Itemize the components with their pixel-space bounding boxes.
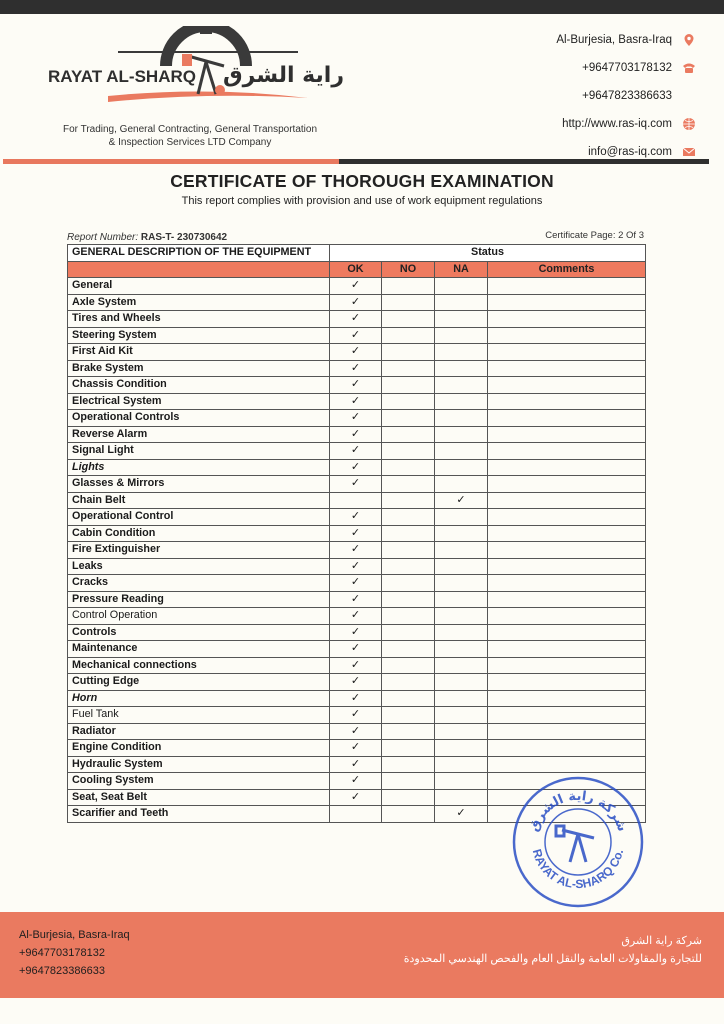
equipment-item-label: Chassis Condition (68, 377, 330, 394)
equipment-item-label: Signal Light (68, 443, 330, 460)
status-cell-na (435, 674, 488, 691)
equipment-item-label: Steering System (68, 327, 330, 344)
table-row (68, 509, 646, 526)
check-mark-icon: ✓ (350, 378, 361, 390)
column-comments: Comments (488, 261, 646, 278)
status-cell-ok (330, 723, 382, 740)
status-cell-ok (330, 740, 382, 757)
status-cell-ok (330, 360, 382, 377)
equipment-item-label: Horn (68, 690, 330, 707)
table-row (68, 410, 646, 427)
equipment-item-label: Operational Control (68, 509, 330, 526)
company-description-line1: For Trading, General Contracting, General Transportation (62, 124, 318, 135)
status-cell-no (382, 608, 435, 625)
check-mark-icon: ✓ (350, 658, 361, 671)
comments-cell (488, 360, 646, 377)
status-cell-na (435, 360, 488, 377)
contact-website-text: http://www.ras-iq.com (562, 118, 672, 130)
status-cell-na (435, 476, 488, 493)
equipment-item-label: First Aid Kit (68, 344, 330, 361)
logo-text-en: RAYAT AL-SHARQ (48, 67, 196, 86)
status-cell-ok (330, 525, 382, 542)
location-pin-icon (682, 33, 696, 47)
table-row (68, 608, 646, 625)
comments-cell (488, 509, 646, 526)
check-mark-icon: ✓ (350, 741, 361, 753)
check-mark-icon: ✓ (350, 576, 361, 588)
check-mark-icon: ✓ (350, 774, 361, 786)
equipment-item-label: Lights (68, 459, 330, 476)
table-row (68, 674, 646, 691)
contact-block (556, 26, 696, 166)
contact-phone-2-text: +9647823386633 (582, 90, 672, 102)
status-cell-na (435, 492, 488, 509)
company-description-line2: & Inspection Services LTD Company (108, 137, 272, 148)
comments-cell (488, 311, 646, 328)
equipment-item-label: Fuel Tank (68, 707, 330, 724)
check-mark-icon: ✓ (350, 790, 361, 803)
status-cell-ok (330, 789, 382, 806)
check-mark-icon: ✓ (350, 279, 361, 291)
table-row (68, 393, 646, 410)
equipment-item-label: Brake System (68, 360, 330, 377)
table-row (68, 426, 646, 443)
check-mark-icon: ✓ (350, 345, 361, 357)
equipment-item-label: Cooling System (68, 773, 330, 790)
status-cell-na (435, 344, 488, 361)
status-cell-no (382, 707, 435, 724)
equipment-item-label: Operational Controls (68, 410, 330, 427)
status-cell-ok (330, 756, 382, 773)
status-cell-no (382, 360, 435, 377)
envelope-icon (682, 145, 696, 159)
status-cell-na (435, 443, 488, 460)
status-cell-ok (330, 657, 382, 674)
check-mark-icon: ✓ (350, 361, 361, 374)
status-cell-no (382, 410, 435, 427)
comments-cell (488, 278, 646, 295)
status-cell-no (382, 426, 435, 443)
comments-cell (488, 723, 646, 740)
equipment-item-label: Reverse Alarm (68, 426, 330, 443)
table-row (68, 542, 646, 559)
status-cell-ok (330, 410, 382, 427)
header-divider-accent (3, 159, 339, 164)
check-mark-icon: ✓ (350, 460, 361, 473)
contact-phone-1 (556, 54, 696, 82)
check-mark-icon: ✓ (350, 724, 361, 737)
status-cell-no (382, 641, 435, 658)
status-cell-no (382, 558, 435, 575)
equipment-item-label: Tires and Wheels (68, 311, 330, 328)
comments-cell (488, 707, 646, 724)
equipment-item-label: Radiator (68, 723, 330, 740)
status-cell-no (382, 476, 435, 493)
status-cell-na (435, 525, 488, 542)
status-cell-ok (330, 327, 382, 344)
comments-cell (488, 756, 646, 773)
table-row (68, 641, 646, 658)
company-description (40, 123, 340, 149)
table-row (68, 377, 646, 394)
check-mark-icon: ✓ (350, 477, 361, 489)
footer-arabic-line1: شركة راية الشرق (621, 935, 702, 947)
comments-cell (488, 608, 646, 625)
status-cell-na (435, 624, 488, 641)
comments-cell (488, 492, 646, 509)
contact-phone-2-spacer (682, 89, 696, 103)
table-row (68, 723, 646, 740)
status-cell-na (435, 542, 488, 559)
contact-phone-2 (556, 82, 696, 110)
table-row (68, 344, 646, 361)
table-row (68, 690, 646, 707)
status-cell-na (435, 806, 488, 823)
comments-cell (488, 641, 646, 658)
comments-cell (488, 575, 646, 592)
status-cell-ok (330, 558, 382, 575)
comments-cell (488, 690, 646, 707)
check-mark-icon: ✓ (350, 543, 361, 555)
status-cell-no (382, 806, 435, 823)
table-row (68, 624, 646, 641)
status-cell-no (382, 575, 435, 592)
comments-cell (488, 657, 646, 674)
top-bar (0, 0, 724, 14)
table-header-row (68, 245, 646, 262)
page-title: CERTIFICATE OF THOROUGH EXAMINATION (170, 171, 554, 191)
equipment-item-label: Electrical System (68, 393, 330, 410)
table-row (68, 591, 646, 608)
status-cell-na (435, 558, 488, 575)
status-cell-na (435, 591, 488, 608)
status-cell-no (382, 459, 435, 476)
status-cell-na (435, 707, 488, 724)
report-number (67, 232, 227, 243)
status-cell-ok (330, 624, 382, 641)
status-cell-na (435, 608, 488, 625)
status-cell-na (435, 773, 488, 790)
comments-cell (488, 393, 646, 410)
equipment-item-label: Cabin Condition (68, 525, 330, 542)
comments-cell (488, 525, 646, 542)
comments-cell (488, 377, 646, 394)
footer-contact (19, 926, 130, 980)
status-cell-ok (330, 707, 382, 724)
table-row (68, 575, 646, 592)
contact-website (556, 110, 696, 138)
status-cell-ok (330, 443, 382, 460)
status-cell-na (435, 459, 488, 476)
status-cell-no (382, 624, 435, 641)
equipment-item-label: Axle System (68, 294, 330, 311)
status-cell-na (435, 294, 488, 311)
description-subheader (68, 261, 330, 278)
status-cell-ok (330, 690, 382, 707)
status-cell-na (435, 740, 488, 757)
contact-email-text: info@ras-iq.com (588, 146, 672, 158)
equipment-item-label: Scarifier and Teeth (68, 806, 330, 823)
check-mark-icon: ✓ (350, 394, 361, 407)
status-cell-no (382, 509, 435, 526)
check-mark-icon: ✓ (456, 807, 466, 819)
status-cell-no (382, 525, 435, 542)
check-mark-icon: ✓ (350, 295, 361, 308)
table-row (68, 756, 646, 773)
equipment-item-label: Hydraulic System (68, 756, 330, 773)
table-subheader-row (68, 261, 646, 278)
comments-cell (488, 558, 646, 575)
comments-cell (488, 459, 646, 476)
table-row (68, 740, 646, 757)
comments-cell (488, 591, 646, 608)
status-cell-no (382, 789, 435, 806)
status-cell-ok (330, 608, 382, 625)
comments-cell (488, 740, 646, 757)
status-cell-ok (330, 476, 382, 493)
footer (0, 912, 724, 998)
status-cell-na (435, 641, 488, 658)
company-logo (48, 26, 348, 122)
status-cell-no (382, 657, 435, 674)
equipment-item-label: Leaks (68, 558, 330, 575)
table-row (68, 476, 646, 493)
table-row (68, 492, 646, 509)
footer-arabic-line2: للتجارة والمقاولات العامة والنقل العام والفحص الهندسي المحدودة (403, 953, 702, 965)
equipment-item-label: Cutting Edge (68, 674, 330, 691)
status-cell-ok (330, 393, 382, 410)
footer-address: Al-Burjesia, Basra-Iraq (19, 929, 130, 941)
stamp-text-en: RAYAT AL-SHARQ Co. (529, 847, 627, 892)
status-cell-ok (330, 311, 382, 328)
status-cell-ok (330, 278, 382, 295)
comments-cell (488, 327, 646, 344)
table-row (68, 525, 646, 542)
comments-cell (488, 476, 646, 493)
status-cell-no (382, 311, 435, 328)
phone-icon (682, 61, 696, 75)
comments-cell (488, 410, 646, 427)
equipment-item-label: Pressure Reading (68, 591, 330, 608)
status-cell-no (382, 377, 435, 394)
status-cell-no (382, 278, 435, 295)
report-number-value: RAS-T- 230730642 (140, 232, 228, 243)
globe-icon (682, 117, 696, 131)
status-cell-ok (330, 294, 382, 311)
check-mark-icon: ✓ (350, 592, 361, 605)
equipment-item-label: General (68, 278, 330, 295)
table-row (68, 443, 646, 460)
status-cell-ok (330, 426, 382, 443)
status-cell-no (382, 393, 435, 410)
status-cell-na (435, 723, 488, 740)
status-cell-na (435, 690, 488, 707)
status-cell-ok (330, 591, 382, 608)
check-mark-icon: ✓ (350, 757, 361, 770)
status-cell-no (382, 740, 435, 757)
certificate-page: Certificate Page: 2 Of 3 (545, 230, 644, 241)
status-cell-ok (330, 492, 382, 509)
status-cell-ok (330, 641, 382, 658)
equipment-item-label: Mechanical connections (68, 657, 330, 674)
status-cell-ok (330, 344, 382, 361)
table-row (68, 707, 646, 724)
table-row (68, 278, 646, 295)
status-cell-no (382, 591, 435, 608)
status-header: Status (330, 245, 646, 262)
comments-cell (488, 674, 646, 691)
table-row (68, 311, 646, 328)
check-mark-icon: ✓ (350, 642, 361, 654)
status-cell-ok (330, 674, 382, 691)
check-mark-icon: ✓ (350, 427, 361, 440)
status-cell-no (382, 723, 435, 740)
comments-cell (488, 443, 646, 460)
check-mark-icon: ✓ (350, 328, 361, 341)
status-cell-no (382, 773, 435, 790)
status-cell-ok (330, 806, 382, 823)
equipment-item-label: Fire Extinguisher (68, 542, 330, 559)
status-cell-no (382, 327, 435, 344)
status-cell-na (435, 789, 488, 806)
comments-cell (488, 624, 646, 641)
status-cell-na (435, 377, 488, 394)
header-divider-dark (339, 159, 709, 164)
equipment-item-label: Glasses & Mirrors (68, 476, 330, 493)
status-cell-no (382, 690, 435, 707)
equipment-item-label: Engine Condition (68, 740, 330, 757)
equipment-item-label: Maintenance (68, 641, 330, 658)
description-header: GENERAL DESCRIPTION OF THE EQUIPMENT (68, 245, 330, 262)
contact-phone-1-text: +9647703178132 (582, 62, 672, 74)
company-stamp (510, 774, 646, 910)
status-cell-na (435, 327, 488, 344)
comments-cell (488, 542, 646, 559)
column-no: NO (382, 261, 435, 278)
equipment-item-label: Cracks (68, 575, 330, 592)
status-cell-no (382, 443, 435, 460)
status-cell-no (382, 492, 435, 509)
equipment-item-label: Chain Belt (68, 492, 330, 509)
status-cell-ok (330, 459, 382, 476)
comments-cell (488, 344, 646, 361)
check-mark-icon: ✓ (350, 691, 361, 704)
status-cell-na (435, 278, 488, 295)
status-cell-na (435, 393, 488, 410)
table-row (68, 657, 646, 674)
status-cell-na (435, 311, 488, 328)
table-row (68, 459, 646, 476)
status-cell-no (382, 756, 435, 773)
report-number-label: Report Number: (67, 232, 139, 243)
page-subtitle: This report complies with provision and use of work equipment regulations (181, 195, 543, 207)
status-cell-na (435, 657, 488, 674)
check-mark-icon: ✓ (350, 411, 361, 423)
check-mark-icon: ✓ (350, 609, 361, 621)
stamp-text-ar: شركة راية الشرق (526, 788, 630, 834)
check-mark-icon: ✓ (456, 493, 466, 506)
inspection-table (67, 244, 646, 823)
comments-cell (488, 426, 646, 443)
check-mark-icon: ✓ (350, 625, 361, 638)
footer-phone-1: +9647703178132 (19, 947, 105, 959)
status-cell-na (435, 426, 488, 443)
table-row (68, 327, 646, 344)
logo-text-ar: راية الشرق (222, 63, 344, 88)
status-cell-na (435, 756, 488, 773)
contact-address (556, 26, 696, 54)
column-ok: OK (330, 261, 382, 278)
column-na: NA (435, 261, 488, 278)
status-cell-ok (330, 509, 382, 526)
check-mark-icon: ✓ (350, 444, 361, 456)
footer-phone-2: +9647823386633 (19, 965, 105, 977)
check-mark-icon: ✓ (350, 312, 361, 324)
check-mark-icon: ✓ (350, 510, 361, 522)
status-cell-ok (330, 542, 382, 559)
status-cell-no (382, 344, 435, 361)
contact-address-text: Al-Burjesia, Basra-Iraq (556, 34, 672, 46)
equipment-item-label: Seat, Seat Belt (68, 789, 330, 806)
check-mark-icon: ✓ (350, 559, 361, 572)
status-cell-ok (330, 773, 382, 790)
footer-arabic (404, 932, 702, 968)
status-cell-na (435, 575, 488, 592)
check-mark-icon: ✓ (350, 526, 361, 539)
status-cell-na (435, 410, 488, 427)
table-row (68, 360, 646, 377)
status-cell-ok (330, 377, 382, 394)
status-cell-no (382, 542, 435, 559)
comments-cell (488, 294, 646, 311)
check-mark-icon: ✓ (350, 708, 361, 720)
check-mark-icon: ✓ (350, 675, 361, 687)
status-cell-ok (330, 575, 382, 592)
table-row (68, 558, 646, 575)
status-cell-no (382, 674, 435, 691)
status-cell-no (382, 294, 435, 311)
status-cell-na (435, 509, 488, 526)
equipment-item-label: Control Operation (68, 608, 330, 625)
table-row (68, 294, 646, 311)
equipment-item-label: Controls (68, 624, 330, 641)
